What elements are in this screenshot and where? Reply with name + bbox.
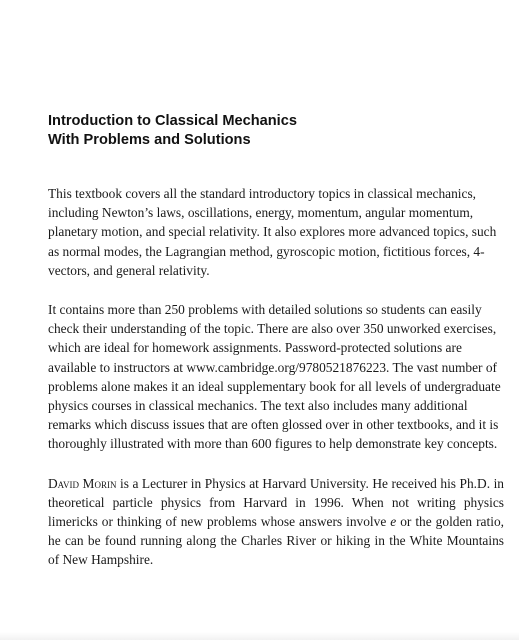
author-name: David Morin — [48, 475, 117, 491]
book-blurb-page — [48, 112, 504, 570]
book-subtitle-line: With Problems and Solutions — [48, 132, 251, 148]
topics-paragraph: This textbook covers all the standard introductory topics in classical mechanics, including Newton’s laws, oscillations, energy, momentum, angular momentum, planetary motion, and special relativity. It also explores more advanced topics, such as normal modes, the Lagrangian method, gyroscopic motion, fictitious forces, 4-vectors, and general relativity. — [48, 186, 497, 278]
problems-paragraph: It contains more than 250 problems with detailed solutions so students can easily check their understanding of the topic. There are also over 350 unworked exercises, which are ideal for homework assignments. Password-protected solutions are available to instructors at www.cambridge.org/9780521876223. The vast number of problems alone makes it an ideal supplementary book for all levels of undergraduate physics courses in classical mechanics. The text also includes many additional remarks which discuss issues that are often glossed over in other textbooks, and it is thoroughly illustrated with more than 600 figures to help demonstrate key concepts. — [48, 302, 501, 452]
page-bottom-edge — [0, 632, 519, 640]
book-title-line-1: Introduction to Classical Mechanics — [48, 113, 297, 129]
euler-number-symbol: e — [390, 514, 397, 530]
author-bio-text-1: is a Lecturer in Physics at Harvard University. He received his Ph.D. in theoretical particle physics from Harvard in 1996. When not writing physics limericks or thinking of new problems whose answers involve — [48, 475, 505, 530]
book-title — [48, 112, 504, 150]
author-bio-paragraph — [48, 474, 504, 570]
author-bio-text-2: or the golden ratio, he can be found running along the Charles River or hiking in the White Mountains of New Hampshire. — [48, 514, 504, 568]
